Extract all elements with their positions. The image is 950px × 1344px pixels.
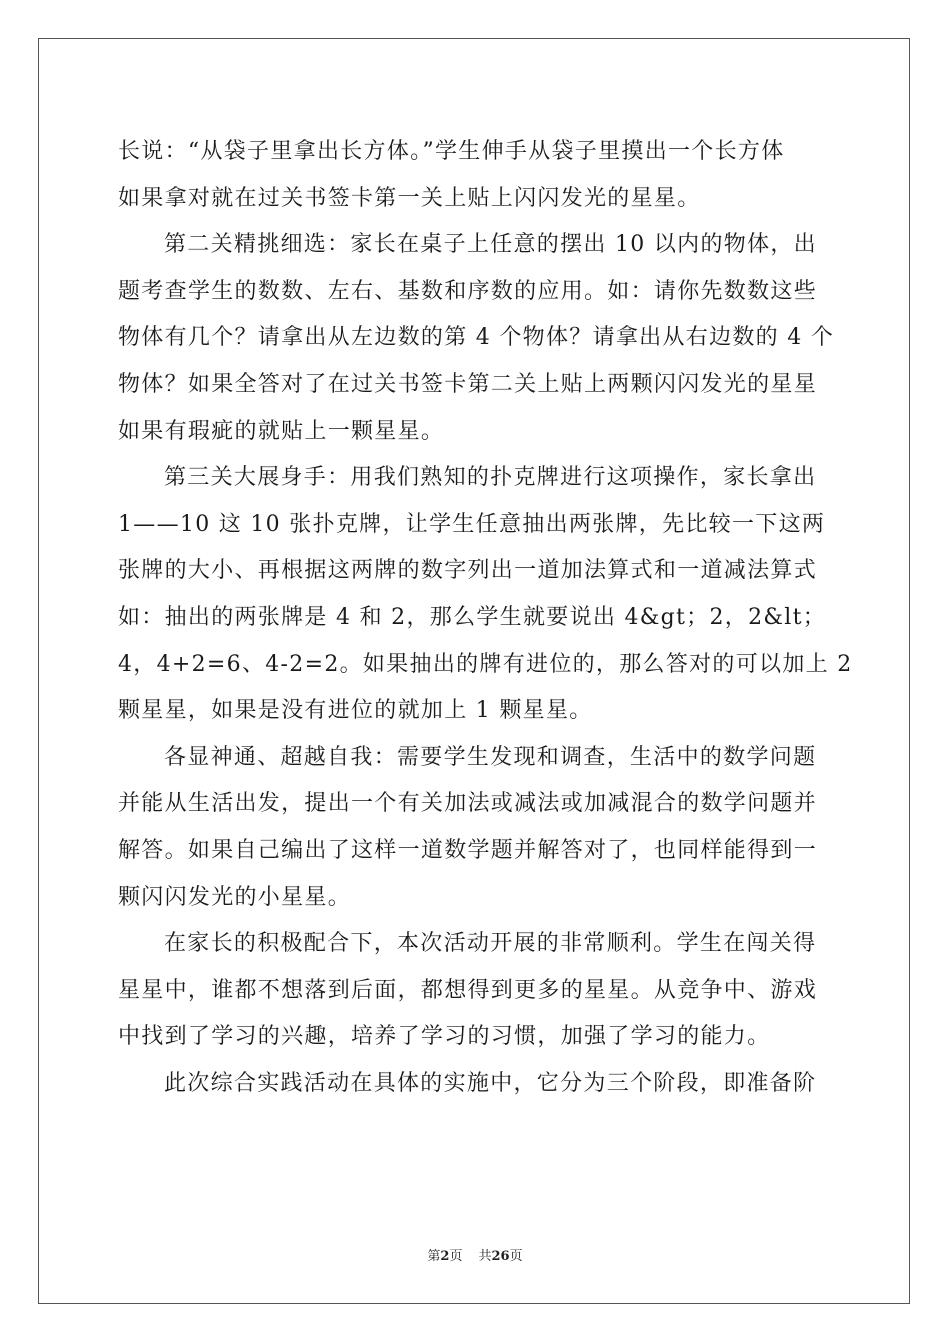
page-number: 2 (440, 1249, 450, 1264)
text-line: 中找到了学习的兴趣，培养了学习的习惯，加强了学习的能力。 (118, 1024, 771, 1050)
total-pages: 26 (491, 1249, 510, 1264)
text-line: 长说：“从袋子里拿出长方体。”学生伸手从袋子里摸出一个长方体 (118, 139, 785, 164)
text-line: 题考查学生的数数、左右、基数和序数的应用。如：请你先数数这些 (118, 278, 818, 304)
text-line: 如果拿对就在过关书签卡第一关上贴上闪闪发光的星星。 (118, 185, 701, 211)
text-line: 颗星星，如果是没有进位的就加上 1 颗星星。 (118, 698, 593, 724)
text-line: 张牌的大小、再根据这两牌的数字列出一道加法算式和一道减法算式 (118, 558, 818, 584)
text-line: 颗闪闪发光的小星星。 (118, 884, 352, 910)
text-line: 物体有几个？请拿出从左边数的第 4 个物体？请拿出从右边数的 4 个 (118, 325, 835, 351)
page-footer (0, 1245, 950, 1264)
text-line: 此次综合实践活动在具体的实施中，它分为三个阶段，即准备阶 (164, 1070, 817, 1096)
total-prefix: 共 (478, 1249, 492, 1264)
page-prefix: 第 (427, 1249, 441, 1264)
text-line: 如：抽出的两张牌是 4 和 2，那么学生就要说出 4&gt；2，2&lt； (118, 604, 827, 630)
text-line: 并能从生活出发，提出一个有关加法或减法或加减混合的数学问题并 (118, 791, 818, 817)
text-line: 星星中，谁都不想落到后面，都想得到更多的星星。从竞争中、游戏 (118, 977, 818, 1003)
text-line: 4，4+2=6、4-2=2。如果抽出的牌有进位的，那么答对的可以加上 2 (118, 651, 853, 677)
text-line: 第三关大展身手：用我们熟知的扑克牌进行这项操作，家长拿出 (164, 465, 817, 491)
page-unit: 页 (449, 1249, 463, 1264)
text-line: 在家长的积极配合下，本次活动开展的非常顺利。学生在闯关得 (164, 931, 817, 957)
document-body (118, 129, 853, 1107)
text-line: 如果有瑕疵的就贴上一颗星星。 (118, 418, 445, 444)
text-line: 解答。如果自己编出了这样一道数学题并解答对了，也同样能得到一 (118, 837, 818, 863)
text-line: 第二关精挑细选：家长在桌子上任意的摆出 10 以内的物体，出 (164, 232, 817, 258)
total-unit: 页 (509, 1249, 523, 1264)
text-line: 各显神通、超越自我：需要学生发现和调查，生活中的数学问题 (164, 744, 817, 770)
text-line: 物体？如果全答对了在过关书签卡第二关上贴上两颗闪闪发光的星星 (118, 371, 818, 397)
text-line: 1——10 这 10 张扑克牌，让学生任意抽出两张牌，先比较一下这两 (118, 511, 826, 537)
